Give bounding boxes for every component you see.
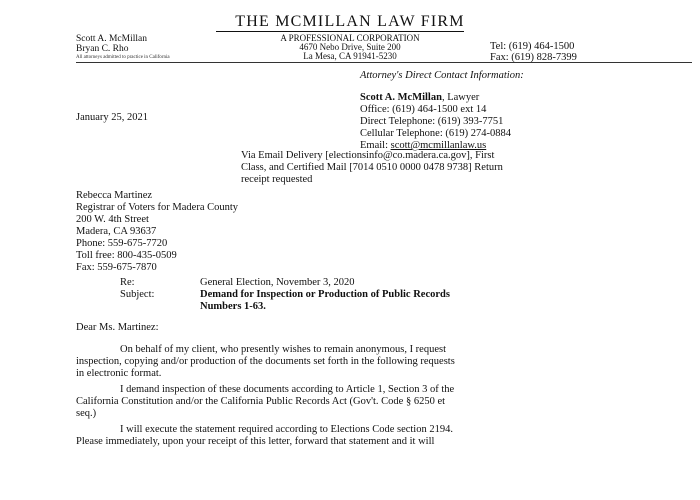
recipient-office: Registrar of Voters for Madera County [76,202,239,213]
subject-line-2: Numbers 1-63. [200,301,266,312]
contact-name-line [360,92,479,105]
delivery-line-1: Via Email Delivery [electionsinfo@co.madera.ca.gov], First [241,150,495,161]
contact-direct: Direct Telephone: (619) 393-7751 [360,116,504,127]
contact-email-label: Email: [360,140,391,151]
recipient-city: Madera, CA 93637 [76,226,157,237]
delivery-line-2: Class, and Certified Mail [7014 0510 0000 0478 9738] Return [241,162,503,173]
salutation: Dear Ms. Martinez: [76,322,159,333]
recipient-street: 200 W. 4th Street [76,214,149,225]
contact-office: Office: (619) 464-1500 ext 14 [360,104,487,115]
re-value: General Election, November 3, 2020 [200,277,355,288]
attorney-name-2: Bryan C. Rho [76,44,129,54]
recipient-fax: Fax: 559-675-7870 [76,262,157,273]
paragraph-3-line-1: I will execute the statement required according to Elections Code section 2194. [120,424,453,435]
recipient-phone: Phone: 559-675-7720 [76,238,168,249]
paragraph-2-line-1: I demand inspection of these documents according to Article 1, Section 3 of the [120,384,455,395]
recipient-name: Rebecca Martinez [76,190,153,201]
paragraph-3-line-2: Please immediately, upon your receipt of this letter, forward that statement and it will [76,436,435,447]
firm-address-line1: 4670 Nebo Drive, Suite 200 [299,42,401,52]
subject-line-1: Demand for Inspection or Production of Public Records [200,289,450,300]
recipient-toll-free: Toll free: 800-435-0509 [76,250,177,261]
firm-subtitle: A PROFESSIONAL CORPORATION [280,33,420,43]
contact-cellular: Cellular Telephone: (619) 274-0884 [360,128,511,139]
delivery-line-3: receipt requested [241,174,313,185]
firm-name-rule [216,31,464,32]
paragraph-1-line-1: On behalf of my client, who presently wishes to remain anonymous, I request [120,344,447,355]
firm-name: THE MCMILLAN LAW FIRM [235,13,465,30]
contact-name: Scott A. McMillan [360,92,442,103]
paragraph-2-line-3: seq.) [76,408,97,419]
paragraph-2-line-2: California Constitution and/or the California Public Records Act (Gov't. Code § 6250 et [76,396,446,407]
admitted-note: All attorneys admitted to practice in California [76,55,170,60]
letterhead-divider [76,62,692,63]
firm-telephone: Tel: (619) 464-1500 [490,41,575,52]
attorney-name-1: Scott A. McMillan [76,34,147,44]
paragraph-1-line-2: inspection, copying and/or production of the documents set forth in the following requests [76,356,455,367]
subject-label: Subject: [120,289,155,300]
firm-address-line2: La Mesa, CA 91941-5230 [303,51,397,61]
firm-fax: Fax: (619) 828-7399 [490,52,577,63]
paragraph-1-line-3: in electronic format. [76,368,162,379]
letter-date: January 25, 2021 [76,112,149,123]
contact-title: , Lawyer [441,92,480,103]
re-label: Re: [120,277,135,288]
contact-email-link[interactable]: scott@mcmillanlaw.us [390,140,487,151]
direct-contact-heading: Attorney's Direct Contact Information: [360,70,524,81]
